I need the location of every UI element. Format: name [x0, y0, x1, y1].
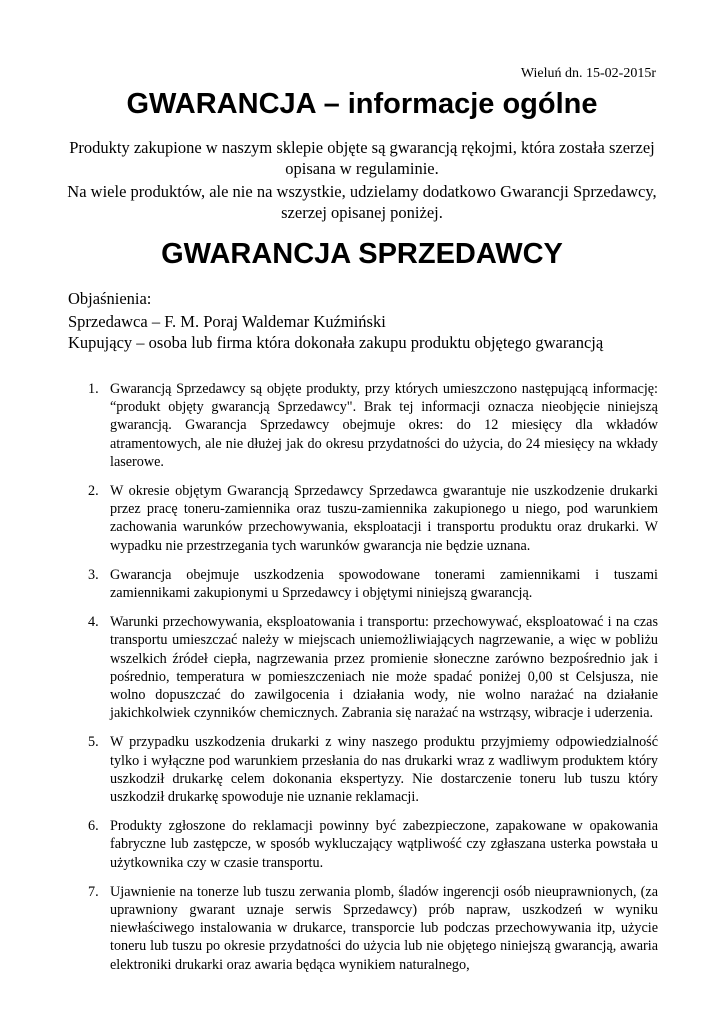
- explanations-heading: Objaśnienia:: [68, 289, 152, 308]
- list-item: [88, 613, 658, 722]
- intro-paragraph-1: Produkty zakupione w naszym sklepie objęte są gwarancją rękojmi, która została szerzej opisana w regulaminie.: [69, 138, 655, 178]
- page-title: GWARANCJA – informacje ogólne: [126, 88, 598, 120]
- list-item: [88, 817, 658, 872]
- list-item-number: 7.: [88, 883, 99, 900]
- list-item-number: 1.: [88, 381, 99, 397]
- list-item-text: Gwarancją Sprzedawcy są objęte produkty, przy których umieszczono następującą informację: “produkt objęty gwarancją Sprzedawcy". Brak tej informacji oznacza nieobjęcie niniejszą gwarancją. Gwarancja Sprzedawcy obejmuje okres: do 12 miesięcy dla wkładów atramentowych, ale nie dłużej jak do okresu przydatności do użycia, do 24 miesięcy na wkłady laserowe.: [110, 381, 658, 470]
- seller-definition: Sprzedawca – F. M. Poraj Waldemar Kuźmiński: [68, 312, 386, 331]
- document-date: Wieluń dn. 15-02-2015r: [520, 66, 656, 81]
- list-item: [88, 733, 658, 806]
- terms-list: [88, 380, 658, 985]
- buyer-definition: Kupujący – osoba lub firma która dokonała zakupu produktu objętego gwarancją: [68, 333, 604, 352]
- list-item-text: Produkty zgłoszone do reklamacji powinny być zabezpieczone, zapakowane w opakowania fabryczne lub zastępcze, w sposób wykluczający wątpliwość czy zgłaszana usterka powstała u użytkownika czy w czasie transportu.: [110, 818, 658, 871]
- list-item-text: Ujawnienie na tonerze lub tuszu zerwania plomb, śladów ingerencji osób nieuprawnionych, (za uprawniony gwarant uznaje serwis Sprzedawcy) prób napraw, uszkodzeń w wyniku niewłaściwego instalowania w drukarce, transporcie lub podczas przechowywania itp, użycie toneru lub tuszu po okresie przydatności do użycia lub nie objętego niniejszą gwarancją, awaria elektroniki drukarki oraz awaria będąca wynikiem naturalnego,: [110, 883, 658, 973]
- list-item-text: W okresie objętym Gwarancją Sprzedawcy Sprzedawca gwarantuje nie uszkodzenie drukarki przez pracę toneru-zamiennika oraz tuszu-zamiennika zakupionego u niego, pod warunkiem zachowania warunków przechowywania, eksploatacji i transportu produktu oraz drukarki. W wypadku nie przestrzegania tych warunków gwarancja nie będzie uznana.: [110, 483, 658, 554]
- list-item-text: W przypadku uszkodzenia drukarki z winy naszego produktu przyjmiemy odpowiedzialność tylko i wyłączne pod warunkiem przesłania do nas drukarki wraz z wadliwym produktem który uszkodził drukarkę celem dokonania ekspertyzy. Nie dostarczenie toneru lub tuszu który uszkodził drukarkę spowoduje nie uznanie reklamacji.: [110, 734, 658, 806]
- list-item-number: 6.: [88, 818, 99, 835]
- list-item-number: 2.: [88, 483, 99, 500]
- list-item-number: 3.: [88, 566, 99, 583]
- list-item-text: Warunki przechowywania, eksploatowania i transportu: przechowywać, eksploatować i na czas transportu umieszczać należy w miejscach uniemożliwiających nagrzewanie, a więc w pobliżu wszelkich źródeł ciepła, nagrzewania przez promienie słoneczne zarówno bezpośrednio jak i pośrednio, temperatura w pomieszczeniach nie może spadać poniżej 0,00 st Celsjusza, nie wolno dopuszczać do zawilgocenia i działania wody, nie wolno narażać na działanie jakichkolwiek czynników chemicznych. Zabrania się narażać na wstrząsy, wibracje i uderzenia.: [110, 614, 658, 722]
- list-item: [88, 883, 658, 974]
- list-item: [88, 566, 658, 602]
- list-item-number: 4.: [88, 614, 99, 631]
- intro-paragraph-2: Na wiele produktów, ale nie na wszystkie, udzielamy dodatkowo Gwarancji Sprzedawcy, szerzej opisanej poniżej.: [67, 182, 657, 222]
- list-item: [88, 380, 658, 471]
- section-title-seller-warranty: GWARANCJA SPRZEDAWCY: [161, 238, 563, 270]
- list-item-text: Gwarancja obejmuje uszkodzenia spowodowane tonerami zamiennikami i tuszami zamiennikami zakupionymi u Sprzedawcy i objętymi niniejszą gwarancją.: [110, 566, 658, 602]
- list-item-number: 5.: [88, 734, 99, 751]
- list-item: [88, 482, 658, 555]
